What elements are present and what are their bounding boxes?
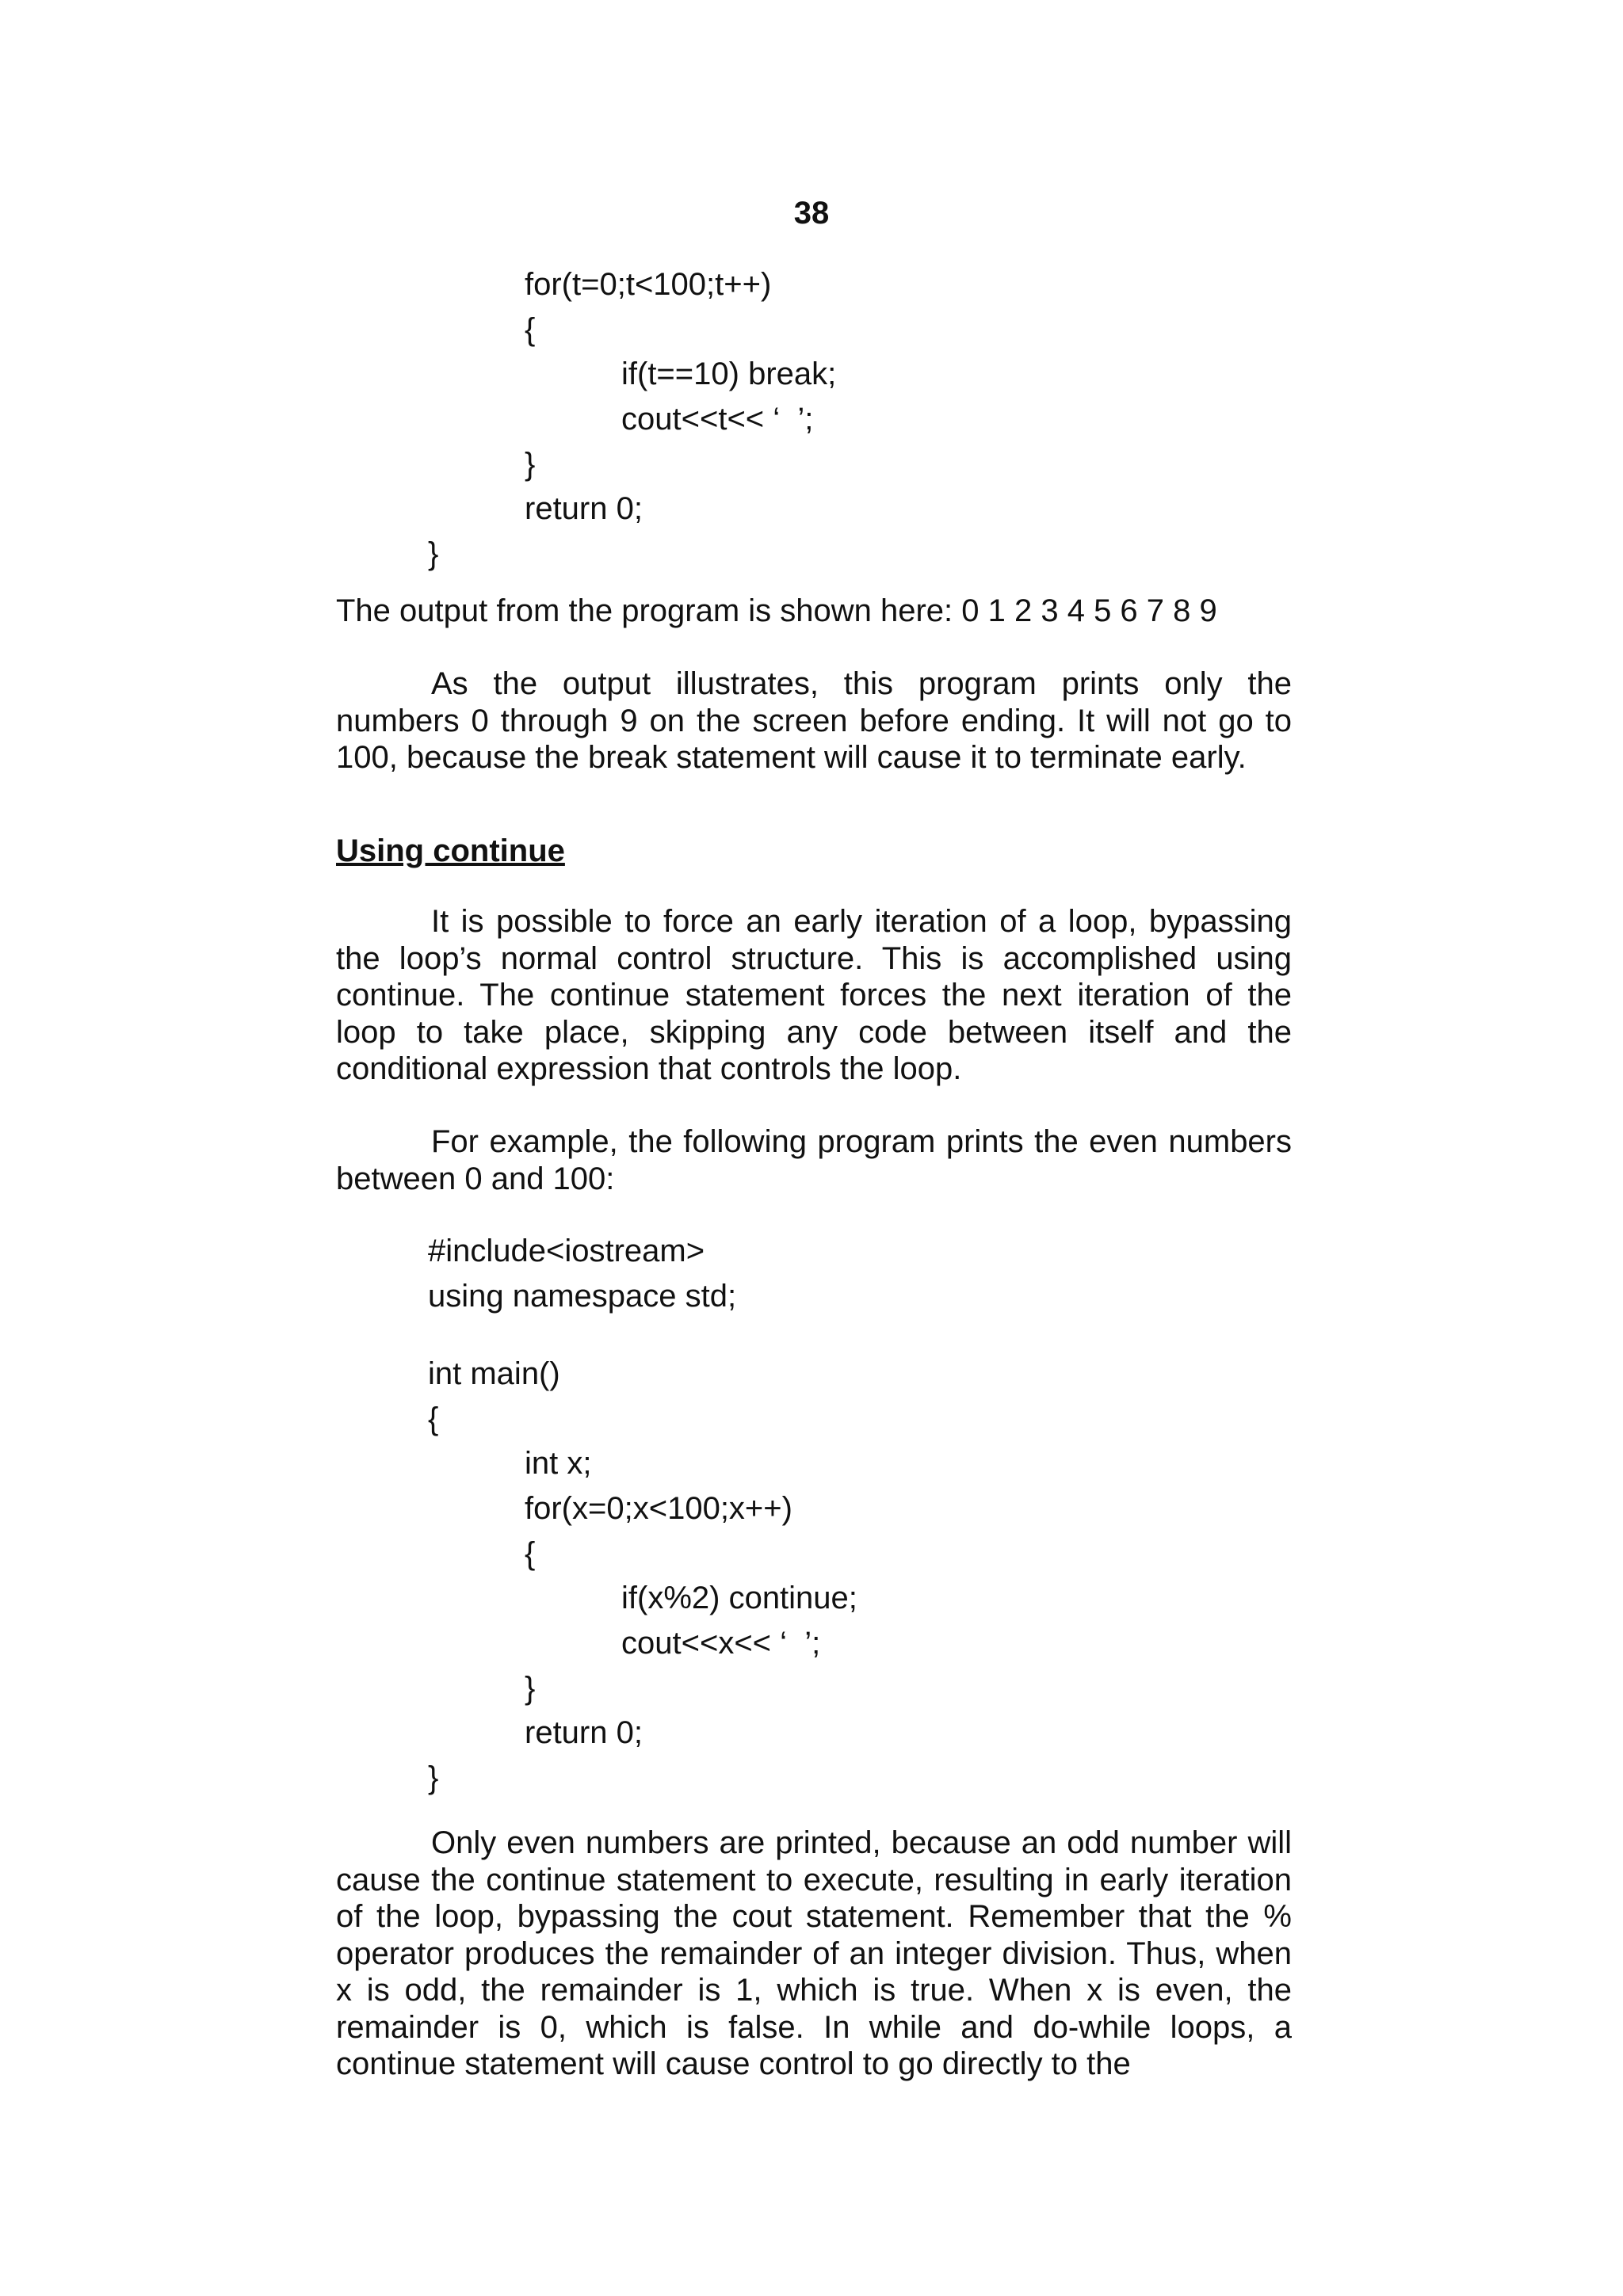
output-paragraph: The output from the program is shown here: 0 1 2 3 4 5 6 7 8 9 [336,593,1217,628]
code-line: { [525,312,536,347]
code-line: int main() [428,1356,560,1391]
code-line: for(t=0;t<100;t++) [525,267,772,302]
code-line: return 0; [525,491,643,526]
code-line: #include<iostream> [428,1234,705,1268]
code-line: int x; [525,1446,592,1481]
code-line: if(t==10) break; [621,357,837,391]
code-line: using namespace std; [428,1279,737,1314]
section-heading: Using continue [336,833,565,868]
code-line: { [428,1402,439,1436]
code-line: { [525,1536,536,1571]
code-line: } [428,536,439,571]
code-line: } [428,1760,439,1795]
final-paragraph: Only even numbers are printed, because an odd number will cause the continue statement to execute, resulting in early iteration of the loop, bypassing the cout statement. Remember that the % operator produces the remainder of an integer division. Thus, when x is odd, the remainder is 1, which is true. When x is even, the remainder is 0, which is false. In while and do-while loops, a continue statement will cause control to go directly to the [336,1825,1292,2081]
code-line: } [525,1671,536,1706]
continue-intro-paragraph: It is possible to force an early iteration of a loop, bypassing the loop’s normal control structure. This is accomplished using continue. The continue statement forces the next iteration of the loop to take place, skipping any code between itself and the conditional expression that controls the loop. [336,904,1292,1086]
code-line: for(x=0;x<100;x++) [525,1491,792,1526]
explanation-paragraph: As the output illustrates, this program prints only the numbers 0 through 9 on the screen before ending. It will not go to 100, because the break statement will cause it to terminate early. [336,666,1292,775]
code-line: } [525,447,536,482]
code-line: if(x%2) continue; [621,1581,857,1615]
example-intro-paragraph: For example, the following program prints the even numbers between 0 and 100: [336,1124,1292,1196]
code-line: cout<<x<< ‘ ’; [621,1626,821,1661]
code-line: return 0; [525,1715,643,1750]
page-number: 38 [793,196,830,231]
code-line: cout<<t<< ‘ ’; [621,402,814,437]
